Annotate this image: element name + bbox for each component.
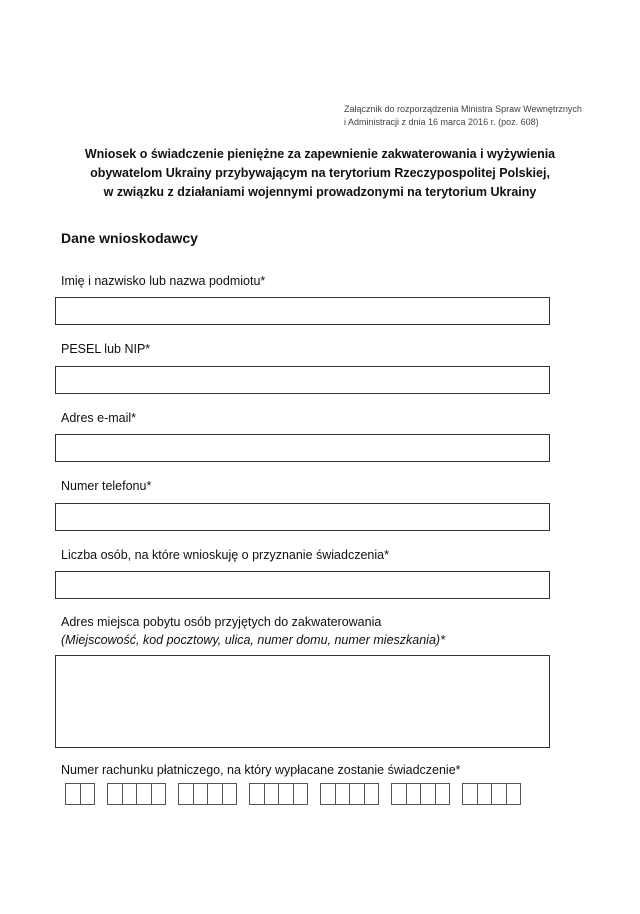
attachment-note-line1: Załącznik do rozporządzenia Ministra Spraw Wewnętrznych (344, 104, 582, 114)
email-input[interactable] (55, 434, 550, 462)
digit-box[interactable] (507, 783, 522, 805)
pesel-input[interactable] (55, 366, 550, 394)
pesel-label: PESEL lub NIP* (61, 342, 151, 356)
digit-box[interactable] (478, 783, 493, 805)
digit-group (320, 783, 379, 805)
digit-box[interactable] (178, 783, 194, 805)
digit-box[interactable] (223, 783, 238, 805)
digit-group (65, 783, 95, 805)
phone-input[interactable] (55, 503, 550, 531)
digit-box[interactable] (462, 783, 478, 805)
digit-box[interactable] (421, 783, 436, 805)
address-textarea[interactable] (55, 655, 550, 748)
form-title-line3: w związku z działaniami wojennymi prowadzonymi na terytorium Ukrainy (103, 185, 537, 199)
digit-group (391, 783, 450, 805)
digit-box[interactable] (137, 783, 152, 805)
form-title-line2: obywatelom Ukrainy przybywającym na terytorium Rzeczypospolitej Polskiej, (90, 166, 550, 180)
digit-box[interactable] (279, 783, 294, 805)
digit-box[interactable] (320, 783, 336, 805)
attachment-note-line2: i Administracji z dnia 16 marca 2016 r. (poz. 608) (344, 117, 539, 127)
attachment-note (344, 103, 582, 129)
digit-box[interactable] (208, 783, 223, 805)
digit-group (107, 783, 166, 805)
form-title (60, 145, 580, 202)
digit-box[interactable] (365, 783, 380, 805)
address-label-text: Adres miejsca pobytu osób przyjętych do zakwaterowania (61, 615, 382, 629)
address-label (61, 613, 445, 649)
digit-box[interactable] (265, 783, 280, 805)
persons-label: Liczba osób, na które wnioskuję o przyznanie świadczenia* (61, 548, 389, 562)
bank-account-digit-boxes (65, 783, 521, 805)
digit-box[interactable] (152, 783, 167, 805)
section-heading: Dane wnioskodawcy (61, 230, 198, 246)
digit-group (462, 783, 521, 805)
name-input[interactable] (55, 297, 550, 325)
email-label: Adres e-mail* (61, 411, 137, 425)
bank-account-label: Numer rachunku płatniczego, na który wypłacane zostanie świadczenie* (61, 763, 461, 777)
digit-box[interactable] (407, 783, 422, 805)
phone-label: Numer telefonu* (61, 479, 152, 493)
digit-box[interactable] (436, 783, 451, 805)
digit-box[interactable] (492, 783, 507, 805)
form-title-line1: Wniosek o świadczenie pieniężne za zapewnienie zakwaterowania i wyżywienia (84, 147, 556, 161)
digit-box[interactable] (391, 783, 407, 805)
digit-box[interactable] (81, 783, 96, 805)
persons-input[interactable] (55, 571, 550, 599)
digit-box[interactable] (107, 783, 123, 805)
digit-group (249, 783, 308, 805)
address-hint: (Miejscowość, kod pocztowy, ulica, numer domu, numer mieszkania)* (61, 633, 445, 647)
digit-box[interactable] (65, 783, 81, 805)
digit-box[interactable] (336, 783, 351, 805)
digit-box[interactable] (194, 783, 209, 805)
name-label: Imię i nazwisko lub nazwa podmiotu* (61, 274, 266, 288)
digit-group (178, 783, 237, 805)
digit-box[interactable] (249, 783, 265, 805)
digit-box[interactable] (294, 783, 309, 805)
digit-box[interactable] (123, 783, 138, 805)
digit-box[interactable] (350, 783, 365, 805)
